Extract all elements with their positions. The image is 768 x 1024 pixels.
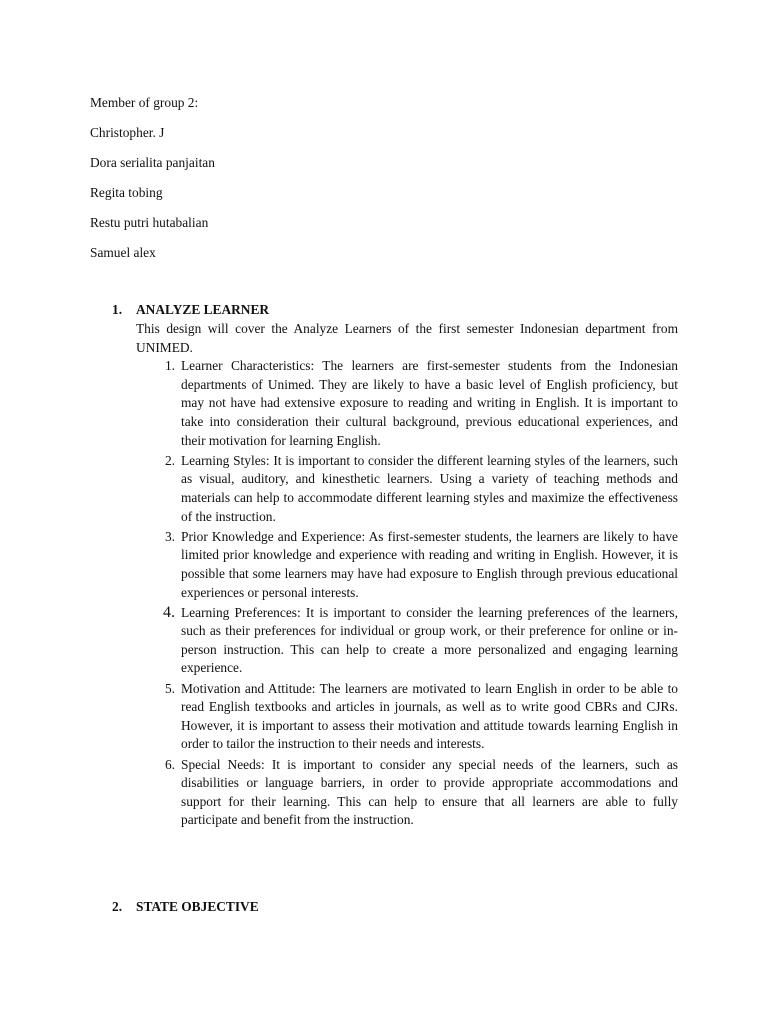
list-item-number: 5. [164,680,175,696]
list-item [112,357,678,450]
list-item-number: 6. [164,756,175,772]
section-title: ANALYZE LEARNER [136,302,270,317]
members-heading: Member of group 2: [90,95,199,110]
group-members [90,92,215,272]
member-name: Restu putri hutabalian [90,215,209,230]
list-item [112,604,678,678]
section-state-objective [112,897,678,917]
list-item [112,756,678,830]
member-name: Christopher. J [90,125,165,140]
list-item-text: Learner Characteristics: The learners are first-semester students from the Indonesian departments of Unimed. They are likely to have a basic level of English proficiency, but may not have had extensive exposure to reading and writing in English. It is important to take into consideration their cultural background, previous educational experiences, and their motivation for learning English. [181,358,678,448]
list-item-number: 1. [164,358,175,374]
section-heading [112,300,678,320]
member-name: Regita tobing [90,185,163,200]
section-intro: This design will cover the Analyze Learners of the first semester Indonesian department from UNIMED. [136,321,678,355]
list-item [112,528,678,602]
section-number: 2. [112,899,123,914]
section-number: 1. [112,302,123,317]
section-heading [112,897,678,917]
list-item-text: Learning Preferences: It is important to consider the learning preferences of the learners, such as their preferences for individual or group work, or their preference for online or in-person instruction. This can help to create a more personalized and engaging learning experience. [181,604,678,676]
list-item-number: 3. [164,528,175,544]
section-title: STATE OBJECTIVE [136,899,259,914]
list-item-number: 2. [164,452,175,468]
list-item-number: 4. [163,603,175,621]
list-item-text: Motivation and Attitude: The learners are motivated to learn English in order to be able to read English textbooks and articles in journals, as well as to write good CBRs and CJRs. However, it is important to assess their motivation and attitude towards learning English in order to tailor the instruction to their needs and interests. [181,680,678,752]
list-item-text: Learning Styles: It is important to consider the different learning styles of the learners, such as visual, auditory, and kinesthetic learners. Using a variety of teaching methods and materials can help to accommodate different learning styles and maximize the effectiveness of the instruction. [181,452,678,524]
member-name: Samuel alex [90,245,156,260]
section-analyze-learner [112,300,678,832]
list-item [112,680,678,754]
list-item [112,452,678,526]
member-name: Dora serialita panjaitan [90,155,215,170]
list-item-text: Prior Knowledge and Experience: As first-semester students, the learners are likely to have limited prior knowledge and experience with reading and writing in English. However, it is possible that some learners may have had exposure to English through previous educational experiences or personal interests. [181,528,678,600]
learner-analysis-list [112,357,678,830]
list-item-text: Special Needs: It is important to consider any special needs of the learners, such as disabilities or language barriers, in order to provide appropriate accommodations and support for their learning. This can help to ensure that all learners are able to fully participate and benefit from the instruction. [181,756,678,828]
